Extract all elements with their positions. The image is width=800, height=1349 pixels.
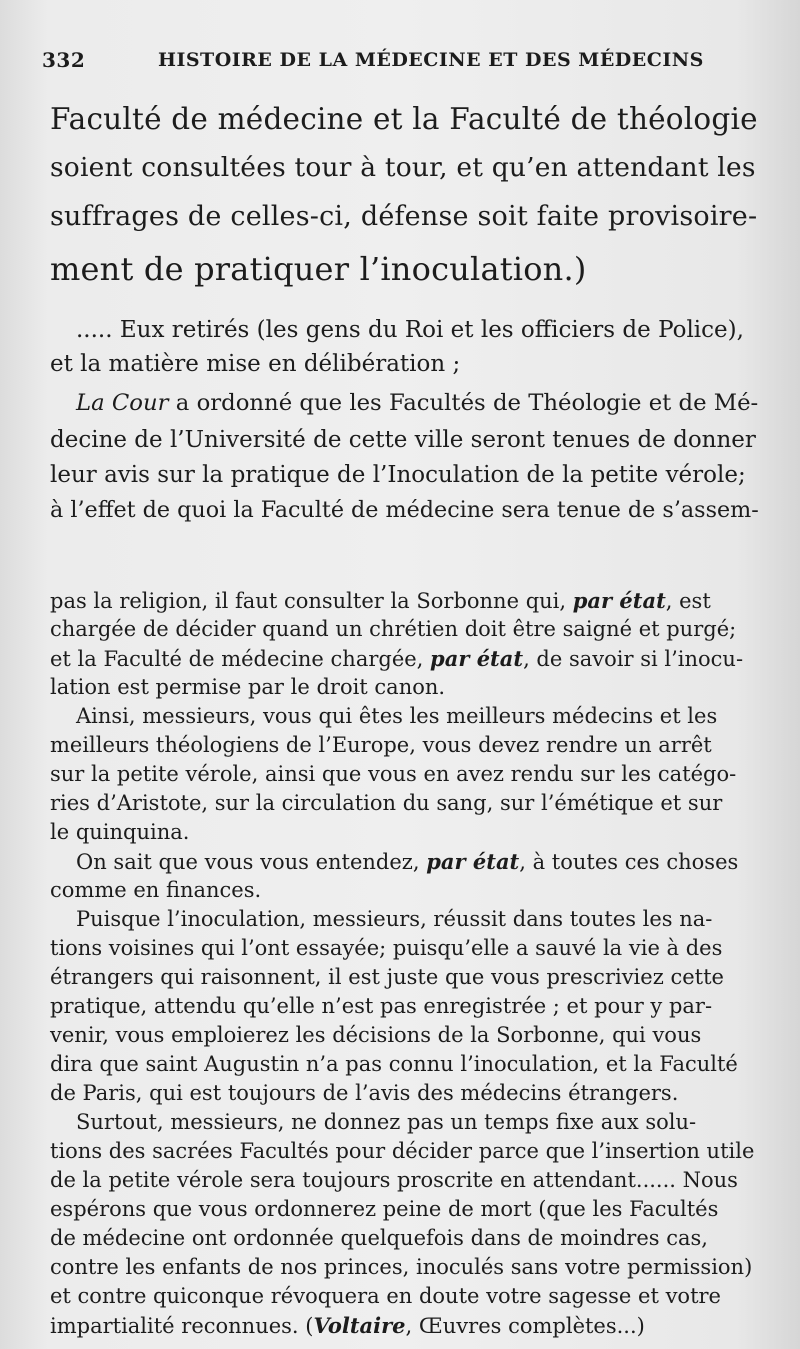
paragraph-line: étrangers qui raisonnent, il est juste que vous prescriviez cette <box>50 965 724 989</box>
page-number: 332 <box>42 48 86 72</box>
paragraph-line: Puisque l’inoculation, messieurs, réussit dans toutes les na- <box>76 907 713 931</box>
line-text: et la Faculté de médecine chargée, <box>50 647 431 671</box>
line-text: pas la religion, il faut consulter la Sorbonne qui, <box>50 589 573 613</box>
line-text: , est <box>665 589 711 613</box>
la-cour-label: La Cour <box>76 390 169 416</box>
paragraph-line: à l’effet de quoi la Faculté de médecine sera tenue de s’assem- <box>50 497 759 523</box>
paragraph-line <box>76 390 758 416</box>
paragraph-line: Surtout, messieurs, ne donnez pas un temps fixe aux solu- <box>76 1110 697 1134</box>
paragraph-line: soient consultées tour à tour, et qu’en attendant les <box>50 152 756 183</box>
paragraph-line <box>50 1313 645 1338</box>
paragraph-line: suffrages de celles-ci, défense soit faite provisoire- <box>50 201 758 232</box>
line-text: impartialité reconnues. ( <box>50 1314 314 1338</box>
paragraph-line: sur la petite vérole, ainsi que vous en avez rendu sur les catégo- <box>50 762 737 786</box>
paragraph-line: tions des sacrées Facultés pour décider parce que l’insertion utile <box>50 1139 755 1163</box>
line-text: , de savoir si l’inocu- <box>523 647 744 671</box>
author-name: Voltaire <box>313 1313 406 1338</box>
paragraph-line <box>50 588 711 613</box>
paragraph-line: leur avis sur la pratique de l’Inoculation de la petite vérole; <box>50 462 746 488</box>
running-title: HISTOIRE DE LA MÉDECINE ET DES MÉDECINS <box>158 49 704 71</box>
emphasis-text: par état <box>572 588 666 613</box>
paragraph-line: de médecine ont ordonnée quelquefois dans de moindres cas, <box>50 1226 708 1250</box>
line-text: a ordonné que les Facultés de Théologie et de Mé- <box>168 390 759 416</box>
paragraph-line: ..... Eux retirés (les gens du Roi et les officiers de Police), <box>76 317 744 343</box>
paragraph-line: tions voisines qui l’ont essayée; puisqu’elle a sauvé la vie à des <box>50 936 723 960</box>
paragraph-line: decine de l’Université de cette ville seront tenues de donner <box>50 427 756 453</box>
paragraph-line: et la matière mise en délibération ; <box>50 351 461 377</box>
paragraph-line: Faculté de médecine et la Faculté de théologie <box>50 102 758 136</box>
paragraph-line <box>76 849 738 874</box>
paragraph-line: ment de pratiquer l’inoculation.) <box>50 250 587 288</box>
line-text: On sait que vous vous entendez, <box>76 850 427 874</box>
paragraph-line: dira que saint Augustin n’a pas connu l’inoculation, et la Faculté <box>50 1052 738 1076</box>
paragraph-line: espérons que vous ordonnerez peine de mort (que les Facultés <box>50 1197 719 1221</box>
paragraph-line: lation est permise par le droit canon. <box>50 675 446 699</box>
paragraph-line: pratique, attendu qu’elle n’est pas enregistrée ; et pour y par- <box>50 994 713 1018</box>
paragraph-line: Ainsi, messieurs, vous qui êtes les meilleurs médecins et les <box>76 704 718 728</box>
paragraph-line: contre les enfants de nos princes, inoculés sans votre permission) <box>50 1255 753 1279</box>
page-header <box>42 44 742 80</box>
paragraph-line: comme en finances. <box>50 878 262 902</box>
paragraph-line: meilleurs théologiens de l’Europe, vous devez rendre un arrêt <box>50 733 712 757</box>
paragraph-line: de Paris, qui est toujours de l’avis des médecins étrangers. <box>50 1081 679 1105</box>
line-text: , Œuvres complètes...) <box>405 1314 645 1338</box>
paragraph-line: le quinquina. <box>50 820 190 844</box>
emphasis-text: par état <box>426 849 520 874</box>
line-text: , à toutes ces choses <box>519 850 739 874</box>
paragraph-line: chargée de décider quand un chrétien doit être saigné et purgé; <box>50 617 737 641</box>
paragraph-line: et contre quiconque révoquera en doute votre sagesse et votre <box>50 1284 721 1308</box>
paragraph-line <box>50 646 743 671</box>
paragraph-line: ries d’Aristote, sur la circulation du sang, sur l’émétique et sur <box>50 791 723 815</box>
paragraph-line: de la petite vérole sera toujours proscrite en attendant...... Nous <box>50 1168 738 1192</box>
paragraph-line: venir, vous emploierez les décisions de la Sorbonne, qui vous <box>50 1023 702 1047</box>
emphasis-text: par état <box>430 646 524 671</box>
